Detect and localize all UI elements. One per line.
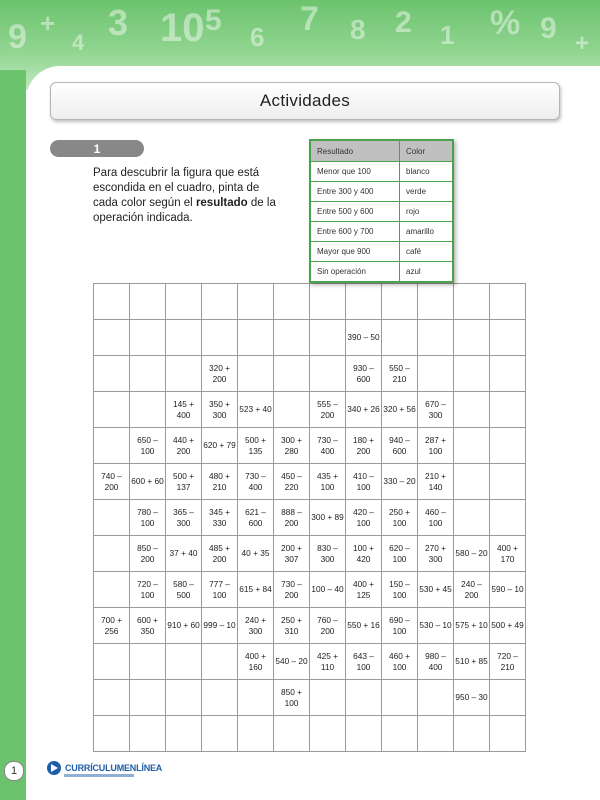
decorative-glyph: + bbox=[40, 8, 56, 38]
grid-cell[interactable]: 410 – 100 bbox=[346, 464, 382, 500]
grid-cell[interactable] bbox=[238, 356, 274, 392]
grid-cell[interactable] bbox=[490, 284, 526, 320]
legend-row bbox=[310, 222, 453, 242]
grid-cell[interactable]: 850 + 100 bbox=[274, 680, 310, 716]
grid-cell[interactable] bbox=[346, 716, 382, 752]
grid-cell[interactable] bbox=[274, 320, 310, 356]
grid-cell[interactable] bbox=[274, 716, 310, 752]
grid-cell[interactable]: 345 + 330 bbox=[202, 500, 238, 536]
legend-color: verde bbox=[400, 182, 454, 202]
grid-cell[interactable]: 643 – 100 bbox=[346, 644, 382, 680]
grid-row bbox=[94, 608, 526, 644]
grid-cell[interactable]: 485 + 200 bbox=[202, 536, 238, 572]
grid-cell[interactable] bbox=[310, 680, 346, 716]
decorative-glyph: 3 bbox=[108, 2, 129, 43]
decorative-glyph: 5 bbox=[205, 4, 222, 37]
grid-cell[interactable] bbox=[130, 284, 166, 320]
grid-cell[interactable] bbox=[238, 284, 274, 320]
decorative-glyph: 2 bbox=[395, 6, 412, 39]
logo-icon bbox=[47, 761, 61, 775]
grid-cell[interactable] bbox=[418, 680, 454, 716]
legend-row bbox=[310, 182, 453, 202]
grid-cell[interactable] bbox=[166, 680, 202, 716]
logo-text: CURRÍCULUMENLÍNEA bbox=[65, 763, 163, 773]
grid-cell[interactable] bbox=[382, 320, 418, 356]
grid-cell[interactable] bbox=[418, 356, 454, 392]
grid-cell[interactable] bbox=[94, 644, 130, 680]
grid-cell[interactable]: 330 – 20 bbox=[382, 464, 418, 500]
grid-cell[interactable]: 180 + 200 bbox=[346, 428, 382, 464]
grid-cell[interactable]: 740 – 200 bbox=[94, 464, 130, 500]
activity-number-badge: 1 bbox=[50, 140, 144, 157]
grid-cell[interactable]: 365 – 300 bbox=[166, 500, 202, 536]
grid-cell[interactable] bbox=[238, 320, 274, 356]
grid-cell[interactable]: 250 + 100 bbox=[382, 500, 418, 536]
grid-cell[interactable] bbox=[418, 284, 454, 320]
grid-cell[interactable] bbox=[94, 284, 130, 320]
grid-cell[interactable] bbox=[238, 680, 274, 716]
legend-color: rojo bbox=[400, 202, 454, 222]
grid-cell[interactable]: 760 – 200 bbox=[310, 608, 346, 644]
grid-cell[interactable] bbox=[94, 428, 130, 464]
grid-cell[interactable]: 700 + 256 bbox=[94, 608, 130, 644]
legend-range: Entre 300 y 400 bbox=[310, 182, 400, 202]
grid-cell[interactable] bbox=[490, 356, 526, 392]
grid-cell[interactable] bbox=[454, 428, 490, 464]
grid-cell[interactable]: 523 + 40 bbox=[238, 392, 274, 428]
grid-cell[interactable]: 500 + 137 bbox=[166, 464, 202, 500]
grid-cell[interactable] bbox=[166, 644, 202, 680]
grid-cell[interactable]: 730 – 400 bbox=[238, 464, 274, 500]
page-title: Actividades bbox=[259, 91, 351, 110]
grid-cell[interactable]: 460 – 100 bbox=[418, 500, 454, 536]
grid-cell[interactable] bbox=[274, 356, 310, 392]
legend-range: Menor que 100 bbox=[310, 162, 400, 182]
grid-cell[interactable]: 300 + 89 bbox=[310, 500, 346, 536]
grid-row bbox=[94, 572, 526, 608]
grid-cell[interactable]: 460 + 100 bbox=[382, 644, 418, 680]
grid-cell[interactable]: 550 – 210 bbox=[382, 356, 418, 392]
grid-cell[interactable]: 590 – 10 bbox=[490, 572, 526, 608]
grid-cell[interactable] bbox=[490, 392, 526, 428]
grid-cell[interactable]: 650 – 100 bbox=[130, 428, 166, 464]
legend-color: azul bbox=[400, 262, 454, 283]
grid-cell[interactable]: 540 – 20 bbox=[274, 644, 310, 680]
page-number: 1 bbox=[4, 761, 24, 781]
grid-cell[interactable] bbox=[490, 320, 526, 356]
grid-cell[interactable] bbox=[382, 680, 418, 716]
grid-cell[interactable] bbox=[310, 284, 346, 320]
grid-cell[interactable]: 720 – 100 bbox=[130, 572, 166, 608]
grid-cell[interactable] bbox=[454, 716, 490, 752]
legend-header-result: Resultado bbox=[310, 140, 400, 162]
grid-cell[interactable] bbox=[238, 716, 274, 752]
decorative-glyph: + bbox=[575, 30, 590, 57]
grid-cell[interactable] bbox=[490, 428, 526, 464]
grid-row bbox=[94, 536, 526, 572]
legend-range: Mayor que 900 bbox=[310, 242, 400, 262]
grid-cell[interactable] bbox=[94, 356, 130, 392]
grid-cell[interactable] bbox=[94, 680, 130, 716]
legend-header-color: Color bbox=[400, 140, 454, 162]
grid-cell[interactable] bbox=[454, 320, 490, 356]
grid-cell[interactable] bbox=[490, 500, 526, 536]
grid-cell[interactable] bbox=[94, 536, 130, 572]
grid-cell[interactable]: 340 + 26 bbox=[346, 392, 382, 428]
decorative-glyph: % bbox=[490, 4, 521, 42]
grid-cell[interactable]: 980 – 400 bbox=[418, 644, 454, 680]
grid-cell[interactable] bbox=[130, 356, 166, 392]
grid-cell[interactable] bbox=[202, 716, 238, 752]
decorative-glyph: 4 bbox=[72, 30, 85, 55]
legend-range: Entre 600 y 700 bbox=[310, 222, 400, 242]
grid-row bbox=[94, 644, 526, 680]
title-banner bbox=[50, 82, 560, 120]
grid-cell[interactable]: 510 + 85 bbox=[454, 644, 490, 680]
legend-row bbox=[310, 262, 453, 283]
grid-cell[interactable]: 500 + 135 bbox=[238, 428, 274, 464]
grid-cell[interactable] bbox=[94, 716, 130, 752]
decorative-glyph: 10 bbox=[160, 6, 205, 50]
decorative-glyph: 7 bbox=[300, 0, 319, 38]
decorative-glyph: 9 bbox=[8, 18, 27, 56]
legend-color: blanco bbox=[400, 162, 454, 182]
grid-cell[interactable] bbox=[490, 680, 526, 716]
grid-cell[interactable]: 40 + 35 bbox=[238, 536, 274, 572]
color-legend-table bbox=[309, 139, 454, 283]
grid-cell[interactable]: 270 + 300 bbox=[418, 536, 454, 572]
grid-cell[interactable] bbox=[454, 356, 490, 392]
logo-underline bbox=[64, 774, 134, 777]
grid-cell[interactable]: 37 + 40 bbox=[166, 536, 202, 572]
grid-cell[interactable]: 888 – 200 bbox=[274, 500, 310, 536]
grid-cell[interactable]: 145 + 400 bbox=[166, 392, 202, 428]
grid-cell[interactable] bbox=[310, 320, 346, 356]
grid-cell[interactable]: 100 – 40 bbox=[310, 572, 346, 608]
grid-cell[interactable]: 390 – 50 bbox=[346, 320, 382, 356]
grid-cell[interactable] bbox=[130, 644, 166, 680]
legend-range: Sin operación bbox=[310, 262, 400, 283]
grid-cell[interactable]: 730 – 200 bbox=[274, 572, 310, 608]
grid-cell[interactable]: 850 – 200 bbox=[130, 536, 166, 572]
grid-cell[interactable] bbox=[454, 464, 490, 500]
grid-cell[interactable]: 600 + 350 bbox=[130, 608, 166, 644]
grid-row bbox=[94, 392, 526, 428]
instruction-text-end: de la operación indicada. bbox=[93, 197, 276, 224]
grid-cell[interactable] bbox=[310, 716, 346, 752]
grid-cell[interactable]: 420 – 100 bbox=[346, 500, 382, 536]
grid-cell[interactable]: 200 + 307 bbox=[274, 536, 310, 572]
instruction-text-bold: resultado bbox=[195, 197, 248, 209]
grid-cell[interactable] bbox=[490, 716, 526, 752]
grid-cell[interactable]: 615 + 84 bbox=[238, 572, 274, 608]
grid-cell[interactable]: 940 – 600 bbox=[382, 428, 418, 464]
grid-cell[interactable]: 730 – 400 bbox=[310, 428, 346, 464]
grid-cell[interactable]: 670 – 300 bbox=[418, 392, 454, 428]
grid-row bbox=[94, 716, 526, 752]
grid-cell[interactable]: 600 + 60 bbox=[130, 464, 166, 500]
legend-row bbox=[310, 202, 453, 222]
grid-cell[interactable]: 350 + 300 bbox=[202, 392, 238, 428]
grid-cell[interactable] bbox=[454, 392, 490, 428]
grid-cell[interactable] bbox=[166, 284, 202, 320]
grid-cell[interactable]: 690 – 100 bbox=[382, 608, 418, 644]
activity-instruction bbox=[93, 166, 278, 226]
grid-cell[interactable] bbox=[202, 284, 238, 320]
grid-cell[interactable]: 930 – 600 bbox=[346, 356, 382, 392]
publisher-logo bbox=[47, 761, 162, 775]
instruction-text-start: Para descubrir la figura que está escondida en el cuadro, pinta de cada color según el bbox=[93, 167, 260, 209]
grid-cell[interactable] bbox=[202, 644, 238, 680]
grid-cell[interactable]: 575 + 10 bbox=[454, 608, 490, 644]
legend-row bbox=[310, 242, 453, 262]
grid-cell[interactable]: 450 – 220 bbox=[274, 464, 310, 500]
grid-cell[interactable]: 400 + 125 bbox=[346, 572, 382, 608]
grid-cell[interactable]: 530 – 10 bbox=[418, 608, 454, 644]
grid-cell[interactable] bbox=[418, 716, 454, 752]
grid-cell[interactable]: 240 – 200 bbox=[454, 572, 490, 608]
grid-cell[interactable] bbox=[418, 320, 454, 356]
grid-cell[interactable] bbox=[130, 716, 166, 752]
decorative-glyph: 6 bbox=[250, 22, 265, 52]
operations-grid bbox=[93, 283, 526, 752]
grid-cell[interactable]: 500 + 49 bbox=[490, 608, 526, 644]
grid-row bbox=[94, 464, 526, 500]
grid-cell[interactable]: 287 + 100 bbox=[418, 428, 454, 464]
grid-cell[interactable] bbox=[130, 392, 166, 428]
grid-cell[interactable]: 400 + 160 bbox=[238, 644, 274, 680]
grid-cell[interactable]: 620 + 79 bbox=[202, 428, 238, 464]
grid-cell[interactable] bbox=[94, 320, 130, 356]
grid-cell[interactable] bbox=[94, 500, 130, 536]
decorative-glyph: 8 bbox=[350, 14, 366, 45]
grid-cell[interactable] bbox=[166, 320, 202, 356]
legend-color: amarillo bbox=[400, 222, 454, 242]
grid-cell[interactable] bbox=[94, 572, 130, 608]
grid-cell[interactable]: 950 – 30 bbox=[454, 680, 490, 716]
grid-cell[interactable]: 550 + 16 bbox=[346, 608, 382, 644]
grid-cell[interactable] bbox=[202, 680, 238, 716]
grid-cell[interactable]: 720 – 210 bbox=[490, 644, 526, 680]
legend-range: Entre 500 y 600 bbox=[310, 202, 400, 222]
grid-cell[interactable]: 777 – 100 bbox=[202, 572, 238, 608]
grid-cell[interactable]: 240 + 300 bbox=[238, 608, 274, 644]
grid-cell[interactable]: 780 – 100 bbox=[130, 500, 166, 536]
grid-cell[interactable] bbox=[310, 356, 346, 392]
grid-cell[interactable]: 100 + 420 bbox=[346, 536, 382, 572]
grid-cell[interactable]: 580 – 20 bbox=[454, 536, 490, 572]
grid-cell[interactable] bbox=[490, 464, 526, 500]
decorative-glyph: 9 bbox=[540, 12, 557, 45]
legend-color: café bbox=[400, 242, 454, 262]
grid-row bbox=[94, 428, 526, 464]
grid-cell[interactable]: 910 + 60 bbox=[166, 608, 202, 644]
grid-row bbox=[94, 284, 526, 320]
grid-cell[interactable]: 999 – 10 bbox=[202, 608, 238, 644]
grid-cell[interactable] bbox=[346, 680, 382, 716]
grid-cell[interactable] bbox=[382, 284, 418, 320]
grid-cell[interactable] bbox=[274, 392, 310, 428]
grid-cell[interactable]: 250 + 310 bbox=[274, 608, 310, 644]
grid-cell[interactable]: 150 – 100 bbox=[382, 572, 418, 608]
grid-row bbox=[94, 680, 526, 716]
grid-cell[interactable]: 830 – 300 bbox=[310, 536, 346, 572]
grid-row bbox=[94, 320, 526, 356]
grid-cell[interactable] bbox=[202, 320, 238, 356]
grid-cell[interactable]: 555 – 200 bbox=[310, 392, 346, 428]
grid-cell[interactable] bbox=[94, 392, 130, 428]
grid-cell[interactable] bbox=[130, 680, 166, 716]
grid-cell[interactable] bbox=[274, 284, 310, 320]
grid-cell[interactable]: 580 – 500 bbox=[166, 572, 202, 608]
grid-cell[interactable]: 320 + 56 bbox=[382, 392, 418, 428]
grid-cell[interactable]: 320 + 200 bbox=[202, 356, 238, 392]
grid-row bbox=[94, 500, 526, 536]
grid-cell[interactable]: 400 + 170 bbox=[490, 536, 526, 572]
grid-cell[interactable] bbox=[166, 716, 202, 752]
grid-cell[interactable]: 440 + 200 bbox=[166, 428, 202, 464]
grid-cell[interactable] bbox=[382, 716, 418, 752]
grid-cell[interactable] bbox=[454, 284, 490, 320]
grid-cell[interactable]: 210 + 140 bbox=[418, 464, 454, 500]
grid-cell[interactable]: 435 + 100 bbox=[310, 464, 346, 500]
grid-cell[interactable] bbox=[346, 284, 382, 320]
grid-cell[interactable]: 300 + 280 bbox=[274, 428, 310, 464]
grid-cell[interactable] bbox=[166, 356, 202, 392]
grid-cell[interactable]: 530 + 45 bbox=[418, 572, 454, 608]
grid-row bbox=[94, 356, 526, 392]
legend-row bbox=[310, 162, 453, 182]
grid-cell[interactable] bbox=[454, 500, 490, 536]
grid-cell[interactable] bbox=[130, 320, 166, 356]
decorative-glyph: 1 bbox=[440, 20, 455, 50]
grid-cell[interactable]: 425 + 110 bbox=[310, 644, 346, 680]
grid-cell[interactable]: 620 – 100 bbox=[382, 536, 418, 572]
grid-cell[interactable]: 621 – 600 bbox=[238, 500, 274, 536]
left-green-strip bbox=[0, 70, 26, 800]
grid-cell[interactable]: 480 + 210 bbox=[202, 464, 238, 500]
legend-header-row bbox=[310, 140, 453, 162]
